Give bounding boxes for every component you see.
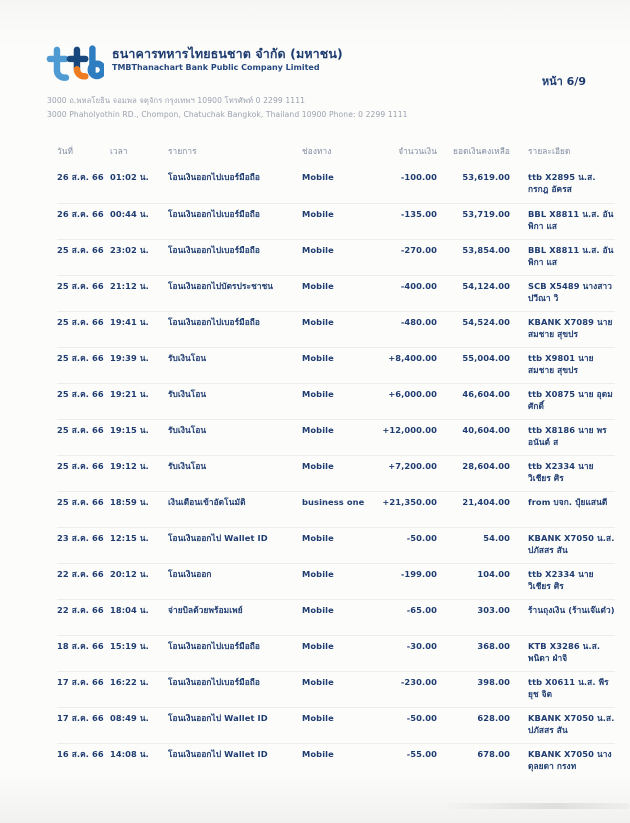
- cell-description: โอนเงินออกไปเบอร์มือถือ: [168, 677, 260, 687]
- cell-description: โอนเงินออกไปเบอร์มือถือ: [168, 172, 260, 182]
- cell-balance: 303.00: [477, 605, 510, 615]
- col-header-balance: ยอดเงินคงเหลือ: [453, 146, 510, 156]
- cell-channel: Mobile: [302, 245, 334, 255]
- table-row: [57, 455, 615, 491]
- table-row: [57, 239, 615, 275]
- cell-time: 19:39 น.: [110, 353, 149, 363]
- cell-balance: 678.00: [477, 749, 510, 759]
- cell-balance: 104.00: [477, 569, 510, 579]
- cell-amount: +21,350.00: [382, 497, 437, 507]
- cell-amount: +12,000.00: [382, 425, 437, 435]
- table-row: [57, 203, 615, 239]
- table-row: [57, 419, 615, 455]
- cell-detail: ttb X2334 นาย วิเชียร ศิร: [528, 461, 594, 483]
- cell-description: รับเงินโอน: [168, 461, 207, 471]
- bank-name-thai: ธนาคารทหารไทยธนชาต จำกัด (มหาชน): [112, 46, 343, 61]
- cell-time: 00:44 น.: [110, 209, 149, 219]
- cell-balance: 55,004.00: [462, 353, 510, 363]
- table-row: [57, 311, 615, 347]
- cell-date: 25 ส.ค. 66: [57, 425, 104, 435]
- cell-channel: Mobile: [302, 172, 334, 182]
- cell-time: 18:59 น.: [110, 497, 149, 507]
- cell-amount: -199.00: [400, 569, 437, 579]
- table-row: [57, 599, 615, 635]
- cell-date: 26 ส.ค. 66: [57, 172, 104, 182]
- cell-amount: -55.00: [406, 749, 437, 759]
- cell-detail: from บจก. ปุ๋ยแสนดี: [528, 497, 608, 507]
- cell-amount: -480.00: [400, 317, 437, 327]
- cell-balance: 46,604.00: [462, 389, 510, 399]
- cell-channel: Mobile: [302, 425, 334, 435]
- cell-amount: -50.00: [406, 713, 437, 723]
- col-header-amount: จำนวนเงิน: [398, 146, 437, 156]
- scan-artifact: [440, 803, 630, 809]
- cell-description: เงินเดือนเข้าอัตโนมัติ: [168, 497, 246, 507]
- cell-description: โอนเงินออก: [168, 569, 212, 579]
- cell-detail: BBL X8811 น.ส. อันพิกา แส: [528, 209, 614, 231]
- col-header-detail: รายละเอียด: [528, 146, 571, 156]
- cell-time: 19:12 น.: [110, 461, 149, 471]
- cell-description: โอนเงินออกไปเบอร์มือถือ: [168, 245, 260, 255]
- cell-time: 12:15 น.: [110, 533, 149, 543]
- cell-detail: SCB X5489 นางสาว ปวีณา วิ: [528, 281, 613, 303]
- cell-detail: ttb X0611 น.ส. พีรยุช จิต: [528, 677, 609, 699]
- bank-name-english: TMBThanachart Bank Public Company Limited: [112, 63, 320, 72]
- transaction-table: [57, 146, 615, 779]
- table-row: [57, 275, 615, 311]
- cell-channel: Mobile: [302, 569, 334, 579]
- cell-date: 25 ส.ค. 66: [57, 317, 104, 327]
- cell-amount: -100.00: [400, 172, 437, 182]
- page-number: หน้า 6/9: [541, 75, 586, 88]
- cell-balance: 628.00: [477, 713, 510, 723]
- cell-amount: -270.00: [400, 245, 437, 255]
- bank-address-english: 3000 Phaholyothin RD., Chompon, Chatuchak Bangkok, Thailand 10900 Phone: 0 2299 1111: [47, 110, 408, 119]
- cell-description: รับเงินโอน: [168, 353, 207, 363]
- table-row: [57, 167, 615, 203]
- cell-channel: Mobile: [302, 209, 334, 219]
- cell-description: รับเงินโอน: [168, 425, 207, 435]
- cell-balance: 21,404.00: [462, 497, 510, 507]
- cell-description: โอนเงินออกไปเบอร์มือถือ: [168, 209, 260, 219]
- cell-description: โอนเงินออกไปเบอร์มือถือ: [168, 641, 260, 651]
- cell-channel: Mobile: [302, 713, 334, 723]
- cell-date: 25 ส.ค. 66: [57, 245, 104, 255]
- cell-date: 25 ส.ค. 66: [57, 461, 104, 471]
- cell-description: โอนเงินออกไป Wallet ID: [168, 533, 268, 543]
- cell-channel: Mobile: [302, 641, 334, 651]
- cell-date: 25 ส.ค. 66: [57, 389, 104, 399]
- cell-amount: -65.00: [406, 605, 437, 615]
- cell-channel: Mobile: [302, 317, 334, 327]
- table-body: [57, 167, 615, 779]
- cell-balance: 54,524.00: [462, 317, 510, 327]
- cell-detail: KBANK X7050 น.ส. ปภัสสร สัน: [528, 713, 615, 735]
- bank-address-thai: 3000 ถ.พหลโยธิน จอมพล จตุจักร กรุงเทพฯ 10900 โทรศัพท์ 0 2299 1111: [47, 96, 306, 105]
- cell-amount: -135.00: [400, 209, 437, 219]
- cell-time: 23:02 น.: [110, 245, 149, 255]
- cell-date: 22 ส.ค. 66: [57, 569, 104, 579]
- cell-balance: 53,854.00: [462, 245, 510, 255]
- cell-time: 16:22 น.: [110, 677, 149, 687]
- cell-time: 21:12 น.: [110, 281, 149, 291]
- cell-date: 25 ส.ค. 66: [57, 497, 104, 507]
- col-header-description: รายการ: [168, 146, 197, 156]
- cell-detail: BBL X8811 น.ส. อันพิกา แส: [528, 245, 614, 267]
- cell-channel: Mobile: [302, 353, 334, 363]
- cell-date: 17 ส.ค. 66: [57, 713, 104, 723]
- cell-date: 25 ส.ค. 66: [57, 353, 104, 363]
- cell-time: 15:19 น.: [110, 641, 149, 651]
- bank-names: [112, 46, 343, 73]
- table-row: [57, 383, 615, 419]
- cell-detail: ttb X0875 นาย อุดมศักดิ์: [528, 389, 613, 411]
- table-row: [57, 743, 615, 779]
- cell-channel: Mobile: [302, 389, 334, 399]
- table-row: [57, 491, 615, 527]
- cell-time: 18:04 น.: [110, 605, 149, 615]
- cell-amount: +6,000.00: [388, 389, 437, 399]
- cell-time: 19:21 น.: [110, 389, 149, 399]
- table-row: [57, 563, 615, 599]
- cell-detail: ttb X9801 นาย สมชาย สุขปร: [528, 353, 594, 375]
- table-header-row: [57, 146, 615, 167]
- cell-detail: KBANK X7050 นาง ดุลยดา กรงท: [528, 749, 612, 771]
- cell-balance: 54,124.00: [462, 281, 510, 291]
- cell-date: 22 ส.ค. 66: [57, 605, 104, 615]
- cell-time: 20:12 น.: [110, 569, 149, 579]
- cell-balance: 40,604.00: [462, 425, 510, 435]
- cell-amount: -230.00: [400, 677, 437, 687]
- cell-time: 19:41 น.: [110, 317, 149, 327]
- cell-detail: KBANK X7050 น.ส. ปภัสสร สัน: [528, 533, 615, 555]
- cell-time: 14:08 น.: [110, 749, 149, 759]
- cell-description: โอนเงินออกไป Wallet ID: [168, 713, 268, 723]
- table-row: [57, 707, 615, 743]
- cell-description: โอนเงินออกไป Wallet ID: [168, 749, 268, 759]
- cell-time: 01:02 น.: [110, 172, 149, 182]
- cell-balance: 53,619.00: [462, 172, 510, 182]
- cell-amount: -50.00: [406, 533, 437, 543]
- cell-date: 17 ส.ค. 66: [57, 677, 104, 687]
- cell-date: 23 ส.ค. 66: [57, 533, 104, 543]
- cell-date: 18 ส.ค. 66: [57, 641, 104, 651]
- cell-balance: 368.00: [477, 641, 510, 651]
- cell-date: 25 ส.ค. 66: [57, 281, 104, 291]
- cell-amount: -400.00: [400, 281, 437, 291]
- cell-description: โอนเงินออกไปบัตรประชาชน: [168, 281, 274, 291]
- cell-channel: Mobile: [302, 281, 334, 291]
- cell-date: 26 ส.ค. 66: [57, 209, 104, 219]
- cell-description: โอนเงินออกไปเบอร์มือถือ: [168, 317, 260, 327]
- cell-detail: KBANK X7089 นาย สมชาย สุขปร: [528, 317, 613, 339]
- cell-balance: 53,719.00: [462, 209, 510, 219]
- cell-detail: ttb X2895 น.ส. กรกฎ อัครส: [528, 172, 596, 194]
- cell-detail: ร้านถุงเงิน (ร้านเจ๊แต๋ว): [528, 605, 615, 615]
- cell-balance: 28,604.00: [462, 461, 510, 471]
- bank-address: [47, 94, 408, 122]
- table-row: [57, 635, 615, 671]
- cell-channel: business one: [302, 497, 365, 507]
- cell-detail: ttb X8186 นาย พรอนันต์ ส: [528, 425, 607, 447]
- cell-amount: +8,400.00: [388, 353, 437, 363]
- col-header-date: วันที่: [57, 146, 74, 156]
- cell-channel: Mobile: [302, 533, 334, 543]
- col-header-channel: ช่องทาง: [302, 146, 332, 156]
- cell-description: จ่ายบิลด้วยพร้อมเพย์: [168, 605, 243, 615]
- cell-balance: 398.00: [477, 677, 510, 687]
- cell-description: รับเงินโอน: [168, 389, 207, 399]
- cell-time: 19:15 น.: [110, 425, 149, 435]
- col-header-time: เวลา: [110, 146, 128, 156]
- cell-channel: Mobile: [302, 605, 334, 615]
- table-row: [57, 671, 615, 707]
- cell-detail: ttb X2334 นาย วิเชียร ศิร: [528, 569, 594, 591]
- cell-time: 08:49 น.: [110, 713, 149, 723]
- cell-balance: 54.00: [483, 533, 510, 543]
- table-row: [57, 527, 615, 563]
- cell-channel: Mobile: [302, 677, 334, 687]
- cell-channel: Mobile: [302, 461, 334, 471]
- cell-date: 16 ส.ค. 66: [57, 749, 104, 759]
- ttb-logo-icon: [46, 44, 104, 92]
- table-row: [57, 347, 615, 383]
- cell-amount: -30.00: [406, 641, 437, 651]
- cell-channel: Mobile: [302, 749, 334, 759]
- cell-amount: +7,200.00: [388, 461, 437, 471]
- cell-detail: KTB X3286 น.ส. พนิดา ฝ่าจิ: [528, 641, 601, 663]
